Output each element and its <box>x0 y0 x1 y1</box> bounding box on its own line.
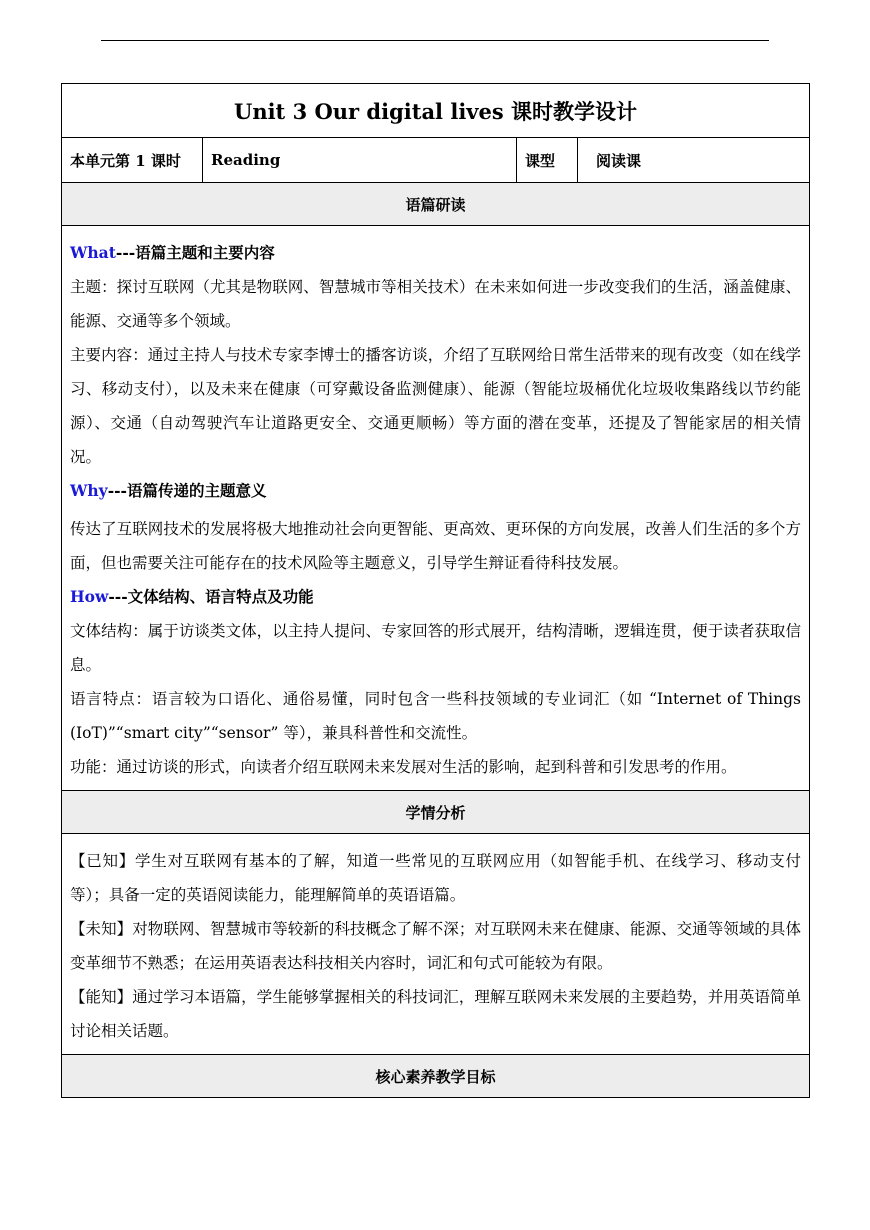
content-paragraph: 主要内容：通过主持人与技术专家李博士的播客访谈，介绍了互联网给日常生活带来的现有改变（如在线学习、移动支付），以及未来在健康（可穿戴设备监测健康）、能源（智能垃圾桶优化垃圾收集路线以节约能源）、交通（自动驾驶汽车让道路更安全、交通更顺畅）等方面的潜在变革，还提及了智能家居的相关情况。 <box>70 346 801 466</box>
why-paragraph: 传达了互联网技术的发展将极大地推动社会向更智能、更高效、更环保的方向发展，改善人们生活的多个方面，但也需要关注可能存在的技术风险等主题意义，引导学生辩证看待科技发展。 <box>70 520 801 572</box>
theme-paragraph: 主题：探讨互联网（尤其是物联网、智慧城市等相关技术）在未来如何进一步改变我们的生活，涵盖健康、能源、交通等多个领域。 <box>70 278 801 330</box>
ability-paragraph: 【能知】通过学习本语篇，学生能够掌握相关的科技词汇，理解互联网未来发展的主要趋势，并用英语简单讨论相关话题。 <box>70 988 801 1040</box>
lesson-type-value: 阅读课 <box>578 138 810 183</box>
structure-paragraph: 文体结构：属于访谈类文体，以主持人提问、专家回答的形式展开，结构清晰，逻辑连贯，便于读者获取信息。 <box>70 622 801 674</box>
unknown-paragraph: 【未知】对物联网、智慧城市等较新的科技概念了解不深；对互联网未来在健康、能源、交通等领域的具体变革细节不熟悉；在运用英语表达科技相关内容时，词汇和句式可能较为有限。 <box>70 920 801 972</box>
lesson-number-value: Reading <box>203 138 517 183</box>
text-study-content <box>62 226 810 791</box>
function-paragraph: 功能：通过访谈的形式，向读者介绍互联网未来发展对生活的影响，起到科普和引发思考的作用。 <box>70 758 737 776</box>
why-key: Why <box>70 481 108 500</box>
lesson-number-label: 本单元第 1 课时 <box>62 138 203 183</box>
what-key: What <box>70 243 116 262</box>
section-heading-learner-analysis: 学情分析 <box>62 791 810 834</box>
how-key: How <box>70 587 109 606</box>
why-heading: Why---语篇传递的主题意义 <box>70 481 267 500</box>
what-heading: What---语篇主题和主要内容 <box>70 243 275 262</box>
lesson-plan-table <box>61 83 810 1098</box>
section-heading-text-study: 语篇研读 <box>62 183 810 226</box>
header-rule <box>101 40 769 41</box>
lesson-type-label: 课型 <box>517 138 578 183</box>
how-heading: How---文体结构、语言特点及功能 <box>70 587 314 606</box>
document-title: Unit 3 Our digital lives 课时教学设计 <box>62 84 810 138</box>
language-paragraph: 语言特点：语言较为口语化、通俗易懂，同时包含一些科技领域的专业词汇（如 “Internet of Things (IoT)”“smart city”“sensor” 等），兼具科普性和交流性。 <box>70 690 801 742</box>
section-heading-core-objectives: 核心素养教学目标 <box>62 1055 810 1098</box>
known-paragraph: 【已知】学生对互联网有基本的了解，知道一些常见的互联网应用（如智能手机、在线学习、移动支付等）；具备一定的英语阅读能力，能理解简单的英语语篇。 <box>70 852 801 904</box>
learner-analysis-content <box>62 834 810 1055</box>
